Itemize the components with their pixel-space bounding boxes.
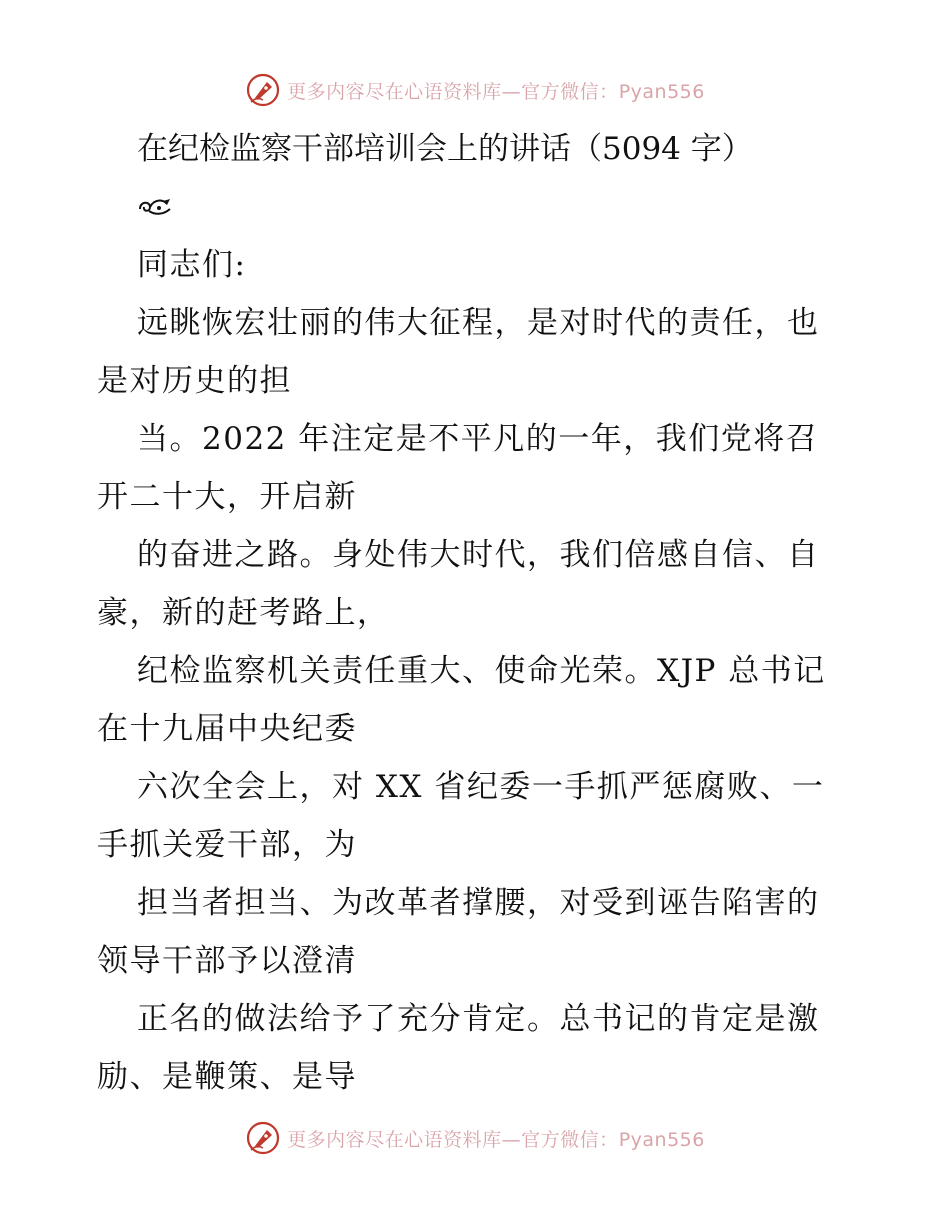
footer-banner-content — [245, 1120, 705, 1156]
pen-nib-logo-icon — [245, 1120, 281, 1156]
body-line: 是对历史的担 — [97, 363, 292, 399]
body-line: 领导干部予以澄清 — [97, 943, 357, 979]
body-line: 当。2022 年注定是不平凡的一年，我们党将召 — [137, 421, 819, 457]
footer-banner-slogan: 更多内容尽在心语资料库 — [287, 1128, 502, 1151]
body-line: 六次全会上，对 XX 省纪委一手抓严惩腐败、一 — [137, 769, 825, 805]
body-line: 纪检监察机关责任重大、使命光荣。XJP 总书记 — [137, 653, 826, 689]
body-line: 励、是鞭策、是导 — [97, 1059, 357, 1095]
header-banner-content — [245, 72, 705, 108]
body-line: 远眺恢宏壮丽的伟大征程，是对时代的责任，也 — [137, 305, 820, 341]
fleuron-ornament-icon — [137, 195, 173, 219]
header-banner-separator: — — [501, 80, 522, 103]
body-line: 的奋进之路。身处伟大时代，我们倍感自信、自 — [137, 537, 820, 573]
body-line: 正名的做法给予了充分肯定。总书记的肯定是激 — [137, 1001, 820, 1037]
body-line: 在十九届中央纪委 — [97, 711, 357, 747]
header-banner-wechat-id: Pyan556 — [618, 80, 705, 103]
body-line: 担当者担当、为改革者撑腰，对受到诬告陷害的 — [137, 885, 820, 921]
body-paragraph — [97, 294, 857, 1106]
document-body — [97, 120, 857, 1106]
ornament-row — [97, 178, 857, 236]
salutation-line: 同志们: — [137, 247, 247, 283]
header-banner-wechat-label: 官方微信： — [521, 80, 619, 103]
body-line: 豪，新的赶考路上， — [97, 595, 390, 631]
footer-banner-text — [287, 1125, 705, 1152]
header-banner — [0, 70, 950, 110]
footer-banner-separator: — — [501, 1128, 522, 1151]
salutation — [97, 236, 857, 294]
footer-banner-wechat-id: Pyan556 — [618, 1128, 705, 1151]
footer-banner — [0, 1118, 950, 1158]
body-line: 手抓关爱干部，为 — [97, 827, 357, 863]
body-line: 开二十大，开启新 — [97, 479, 357, 515]
pen-nib-logo-icon — [245, 72, 281, 108]
header-banner-text — [287, 77, 705, 104]
footer-banner-wechat-label: 官方微信： — [521, 1128, 619, 1151]
document-title: 在纪检监察干部培训会上的讲话（5094 字） — [137, 131, 753, 167]
header-banner-slogan: 更多内容尽在心语资料库 — [287, 80, 502, 103]
